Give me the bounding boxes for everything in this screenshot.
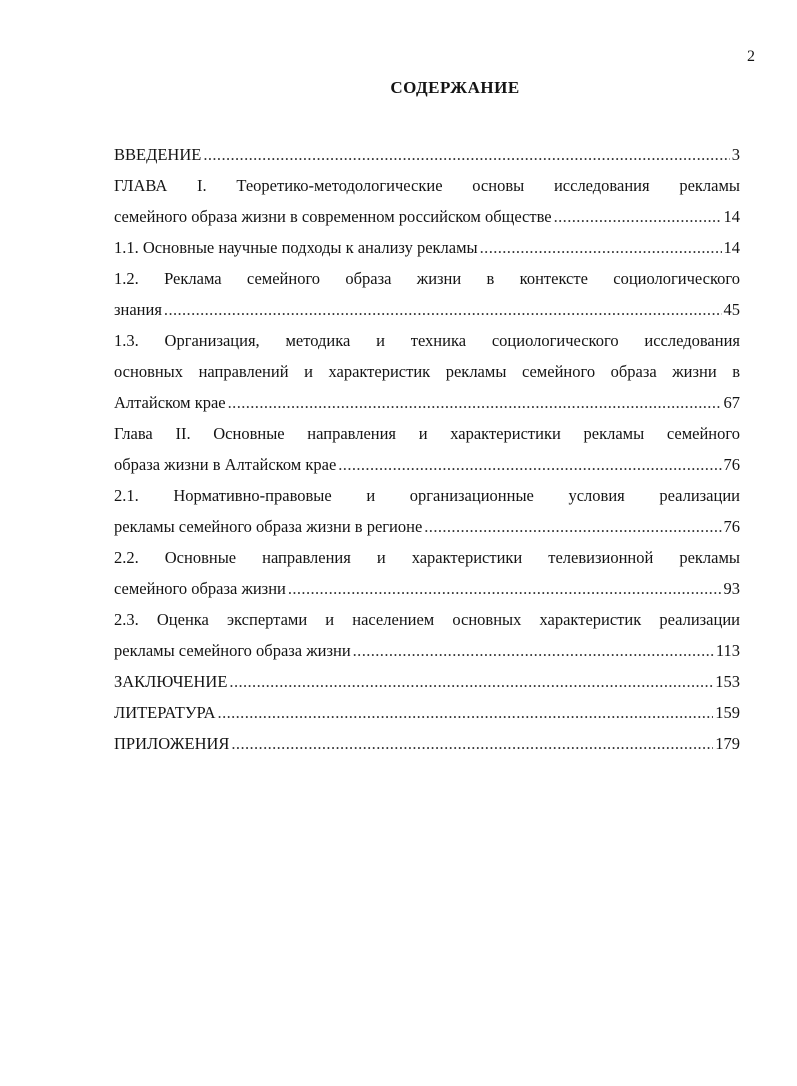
- toc-entry: [114, 170, 740, 232]
- toc-page-number: 14: [723, 238, 740, 257]
- page-number: 2: [747, 48, 755, 65]
- toc-page-number: 93: [723, 579, 740, 598]
- toc-entry: [114, 604, 740, 666]
- dot-leader: [424, 511, 721, 542]
- toc-entry: [114, 697, 740, 728]
- toc-entry: [114, 542, 740, 604]
- toc-entry-text: 1.1. Основные научные подходы к анализу рекламы: [114, 238, 478, 257]
- toc-entry-text: ГЛАВА I. Теоретико-методологические основы исследования рекламы: [114, 176, 740, 195]
- dot-leader: [203, 139, 729, 170]
- dot-leader: [229, 666, 713, 697]
- toc-entry-text: Алтайском крае: [114, 393, 226, 412]
- toc-entry-text: образа жизни в Алтайском крае: [114, 455, 337, 474]
- dot-leader: [231, 728, 713, 759]
- toc-entry-text: 2.2. Основные направления и характеристики телевизионной рекламы: [114, 548, 740, 567]
- page-title: СОДЕРЖАНИЕ: [390, 78, 520, 97]
- toc-entry-text: 1.2. Реклама семейного образа жизни в контексте социологического: [114, 269, 740, 288]
- toc-entry: [114, 263, 740, 325]
- toc-entry: [114, 139, 740, 170]
- toc-entry-text: знания: [114, 300, 162, 319]
- toc-entry-text: ПРИЛОЖЕНИЯ: [114, 734, 230, 753]
- dot-leader: [288, 573, 722, 604]
- toc-entry-text: ЛИТЕРАТУРА: [114, 703, 216, 722]
- toc-page-number: 76: [723, 455, 740, 474]
- dot-leader: [353, 635, 714, 666]
- toc-entry: [114, 232, 740, 263]
- dot-leader: [164, 294, 722, 325]
- toc-entry-text: ЗАКЛЮЧЕНИЕ: [114, 672, 228, 691]
- toc-entry-text: рекламы семейного образа жизни: [114, 641, 351, 660]
- toc-entry-text: 2.1. Нормативно-правовые и организационные условия реализации: [114, 486, 740, 505]
- dot-leader: [338, 449, 721, 480]
- toc-page-number: 45: [723, 300, 740, 319]
- toc-entry: [114, 728, 740, 759]
- dot-leader: [218, 697, 714, 728]
- toc-page-number: 67: [723, 393, 740, 412]
- toc-page-number: 3: [731, 145, 740, 164]
- toc-entry-text: рекламы семейного образа жизни в регионе: [114, 517, 423, 536]
- toc-page-number: 14: [723, 207, 740, 226]
- toc-entry-text: семейного образа жизни в современном российском обществе: [114, 207, 552, 226]
- toc-entry-text: ВВЕДЕНИЕ: [114, 145, 202, 164]
- toc-page-number: 76: [723, 517, 740, 536]
- toc-entry-text: семейного образа жизни: [114, 579, 286, 598]
- toc-page-number: 113: [715, 641, 740, 660]
- toc-entry: [114, 480, 740, 542]
- toc-entry: [114, 325, 740, 418]
- toc-entry-text: 1.3. Организация, методика и техника социологического исследования: [114, 331, 740, 350]
- dot-leader: [554, 201, 722, 232]
- toc-page-number: 159: [715, 703, 740, 722]
- dot-leader: [228, 387, 722, 418]
- toc-entry-text: Глава II. Основные направления и характеристики рекламы семейного: [114, 424, 740, 443]
- dot-leader: [480, 232, 722, 263]
- toc-entry: [114, 418, 740, 480]
- table-of-contents: [114, 139, 740, 759]
- toc-entry-text: 2.3. Оценка экспертами и населением основных характеристик реализации: [114, 610, 740, 629]
- toc-page-number: 179: [715, 734, 740, 753]
- toc-entry-text: основных направлений и характеристик рекламы семейного образа жизни в: [114, 362, 740, 381]
- toc-page-number: 153: [715, 672, 740, 691]
- toc-entry: [114, 666, 740, 697]
